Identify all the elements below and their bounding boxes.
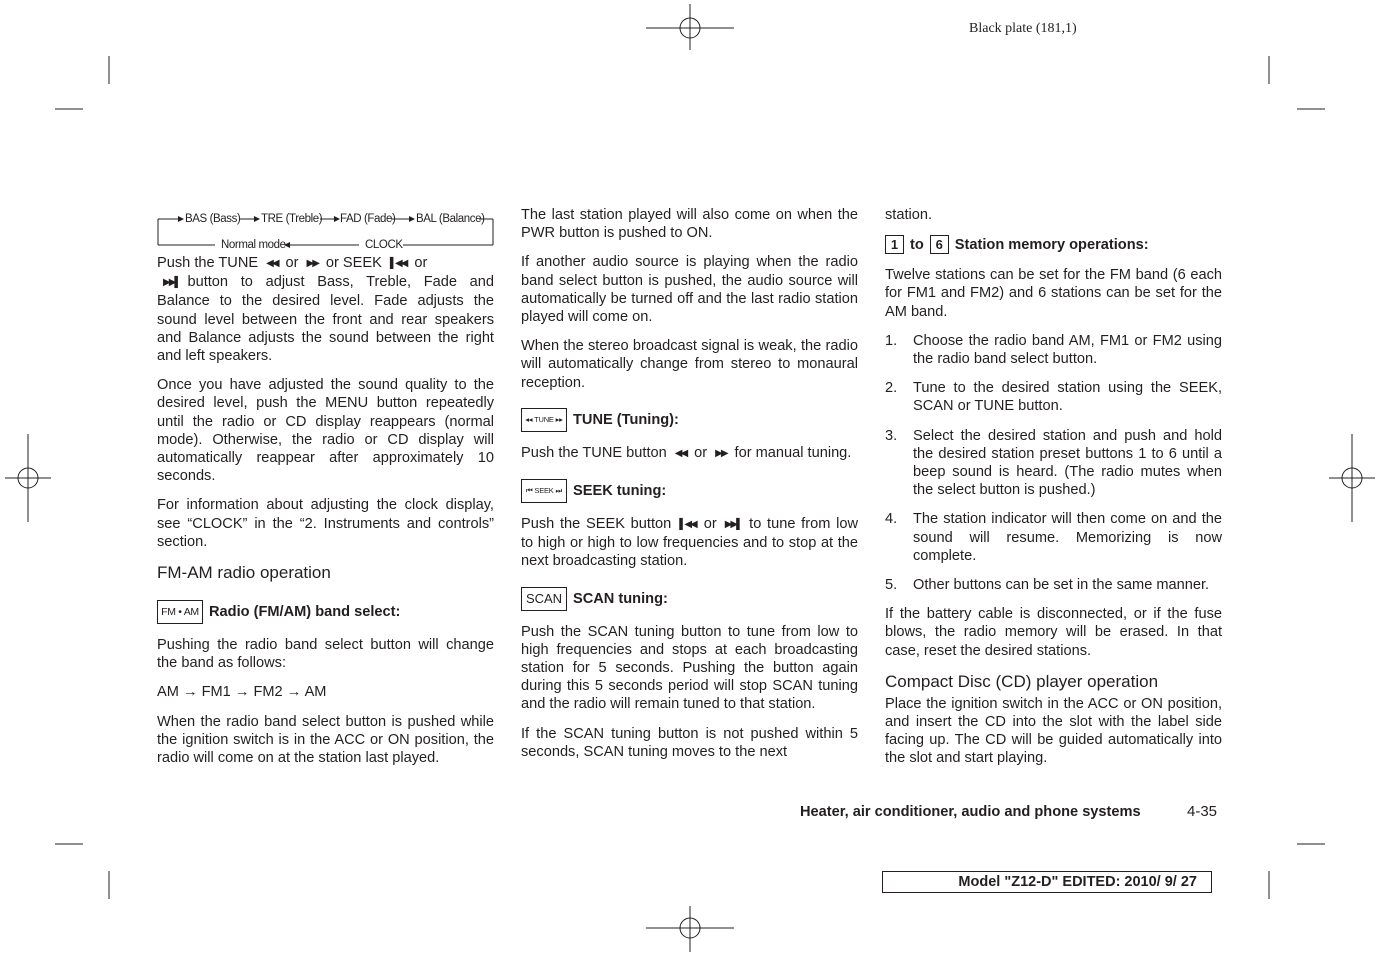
column-3 bbox=[885, 206, 1222, 779]
fast-forward-icon: ▶▶ bbox=[306, 258, 318, 269]
scan-button-icon: SCAN bbox=[521, 587, 567, 611]
seek-button-icon: ⏮ SEEK ⏭ bbox=[521, 479, 567, 503]
scan-paragraph: Push the SCAN tuning button to tune from low to high frequencies and stops at each broadcasting station for 5 seconds. Pushing the button again during this 5 seconds period will stop SCAN tuning and the radio will remain tuned to that station. bbox=[521, 623, 858, 713]
last-station-paragraph: The last station played will also come on when the PWR button is pushed to ON. bbox=[521, 207, 858, 242]
cd-paragraph: Place the ignition switch in the ACC or ON position, and insert the CD into the slot with the label side facing up. The CD will be guided automatically into the slot and start playing. bbox=[885, 695, 1222, 767]
diagram-bal: BAL (Balance) bbox=[416, 213, 485, 225]
ignition-paragraph: When the radio band select button is pushed while the ignition switch is in the ACC or ON position, the radio will come on at the station last played. bbox=[157, 713, 494, 767]
list-item: 1. Choose the radio band AM, FM1 or FM2 using the radio band select button. bbox=[885, 332, 1222, 368]
diagram-fad: FAD (Fade) bbox=[340, 213, 396, 225]
clock-paragraph: For information about adjusting the clock display, see “CLOCK” in the “2. Instruments and controls” section. bbox=[157, 497, 494, 550]
station-memory-heading: 1 to 6 Station memory operations: bbox=[885, 235, 1222, 254]
diagram-bas: BAS (Bass) bbox=[185, 213, 241, 225]
preset-1-icon: 1 bbox=[885, 235, 904, 254]
scan-timeout-paragraph: If the SCAN tuning button is not pushed within 5 seconds, SCAN tuning moves to the next bbox=[521, 725, 858, 760]
list-item: 2. Tune to the desired station using the SEEK, SCAN or TUNE button. bbox=[885, 380, 1222, 415]
column-1 bbox=[157, 206, 494, 778]
seek-paragraph: Push the SEEK button ▌◀◀ or ▶▶▌ to tune from low to high or high to low frequencies and to stop at the next broadcasting station. bbox=[521, 516, 858, 570]
column-2 bbox=[521, 206, 858, 772]
stereo-paragraph: When the stereo broadcast signal is weak, the radio will automatically change from stereo to monaural reception. bbox=[521, 338, 858, 391]
black-plate-label: Black plate (181,1) bbox=[969, 21, 1077, 36]
tune-seek-paragraph: Push the TUNE ◀◀ or ▶▶ or SEEK ▌◀◀ or ▶▶▌ button to adjust Bass, Treble, Fade and Balance to the desired level. Fade adjusts the sound level between the front and rear speakers and Balance adjusts the sound between the right and left speakers. bbox=[157, 255, 494, 365]
seek-heading: ⏮ SEEK ⏭ SEEK tuning: bbox=[521, 479, 858, 503]
skip-forward-icon: ▶▶▌ bbox=[724, 519, 742, 531]
station-continuation: station. bbox=[885, 207, 933, 223]
tune-button-icon: ◂◂ TUNE ▸▸ bbox=[521, 408, 567, 432]
tune-heading: ◂◂ TUNE ▸▸ TUNE (Tuning): bbox=[521, 408, 858, 432]
audio-source-paragraph: If another audio source is playing when the radio band select button is pushed, the audio source will automatically be turned off and the last radio station played will come on. bbox=[521, 254, 858, 326]
rewind-icon: ◀◀ bbox=[266, 258, 278, 269]
list-item: 4. The station indicator will then come on and the sound will resume. Memorizing is now complete. bbox=[885, 511, 1222, 564]
scan-heading: SCAN SCAN tuning: bbox=[521, 587, 858, 611]
twelve-stations-paragraph: Twelve stations can be set for the FM band (6 each for FM1 and FM2) and 6 stations can be set for the AM band. bbox=[885, 267, 1222, 320]
skip-back-icon: ▌◀◀ bbox=[679, 519, 696, 531]
footer-section-title: Heater, air conditioner, audio and phone systems bbox=[800, 804, 1141, 820]
page-number: 4-35 bbox=[1187, 803, 1218, 820]
sound-quality-paragraph: Once you have adjusted the sound quality to the desired level, push the MENU button repeatedly until the radio or CD display reappears (normal mode). Otherwise, the radio or CD display will automatically reappear after approximately 10 seconds. bbox=[157, 377, 494, 485]
memory-steps bbox=[885, 332, 1222, 594]
band-select-heading: FM • AM Radio (FM/AM) band select: bbox=[157, 600, 494, 624]
skip-forward-icon: ▶▶▌ bbox=[163, 277, 180, 289]
fm-am-section-title: FM-AM radio operation bbox=[157, 563, 331, 583]
rewind-icon: ◀◀ bbox=[674, 447, 687, 459]
model-edited-box: Model "Z12-D" EDITED: 2010/ 9/ 27 bbox=[882, 871, 1212, 893]
preset-6-icon: 6 bbox=[930, 235, 949, 254]
sound-mode-diagram bbox=[157, 206, 494, 251]
band-sequence: AM → FM1 → FM2 → AM bbox=[157, 684, 327, 701]
cd-section-title: Compact Disc (CD) player operation bbox=[885, 671, 1159, 691]
diagram-clock: CLOCK bbox=[365, 239, 403, 251]
diagram-tre: TRE (Treble) bbox=[261, 213, 323, 225]
list-item: 5. Other buttons can be set in the same manner. bbox=[885, 577, 1210, 594]
list-item: 3. Select the desired station and push and hold the desired station preset buttons 1 to 6 until a beep sound is heard. (The radio mutes when the select button is pushed.) bbox=[885, 427, 1222, 499]
band-select-paragraph: Pushing the radio band select button will change the band as follows: bbox=[157, 637, 494, 672]
tune-paragraph: Push the TUNE button ◀◀ or ▶▶ for manual tuning. bbox=[521, 444, 858, 463]
battery-paragraph: If the battery cable is disconnected, or if the fuse blows, the radio memory will be erased. In that case, reset the desired stations. bbox=[885, 606, 1222, 659]
fast-forward-icon: ▶▶ bbox=[715, 447, 727, 459]
diagram-normal-mode: Normal mode bbox=[221, 239, 286, 251]
skip-back-icon: ▌◀◀ bbox=[389, 258, 407, 269]
fm-am-button-icon: FM • AM bbox=[157, 600, 203, 624]
